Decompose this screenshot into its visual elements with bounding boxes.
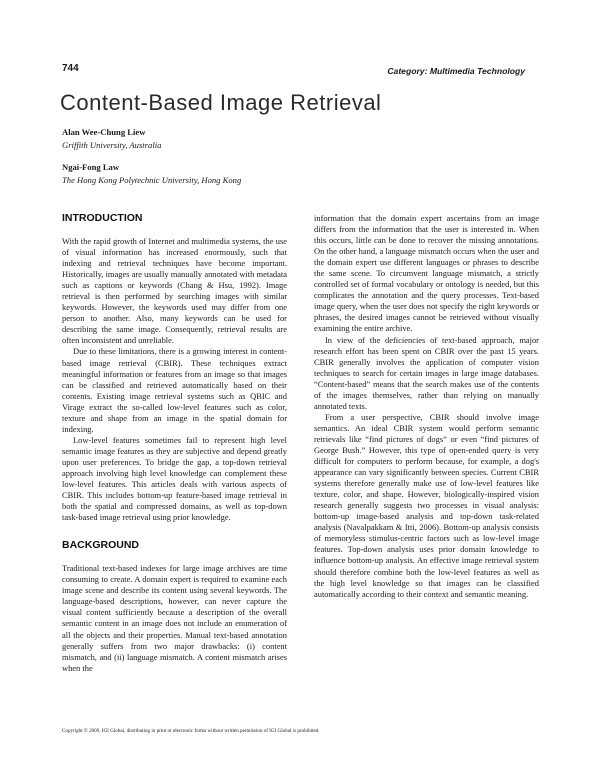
category-label: Category: Multimedia Technology bbox=[387, 66, 525, 76]
paragraph: From a user perspective, CBIR should involve image semantics. An ideal CBIR system would perform semantic retrievals like “find pictures of dogs” or even “find pictures of George Bush.” However, this type of open-ended query is very difficult for computers to perform because, for example, a dog's appearance can vary significantly between species. Current CBIR systems therefore generally make use of low-level features like texture, color, and shape. However, biologically-inspired vision research generally suggests two processes in visual analysis: bottom-up image-based analysis and top-down task-related analysis (Navalpakkam & Itti, 2006). Bottom-up analysis consists of memoryless stimulus-centric factors such as low-level image features. Top-down analysis uses prior domain knowledge to influence bottom-up analysis. An effective image retrieval system should therefore combine both the low-level features as well as the high level knowledge so that images can be classified automatically according to their context and semantic meaning. bbox=[314, 411, 539, 599]
paragraph: With the rapid growth of Internet and multimedia systems, the use of visual information has increased enormously, such that indexing and retrieval techniques have become important. Historically, images are usually manually annotated with metadata such as captions or keywords (Chang & Hsu, 1992). Image retrieval is then performed by searching images with similar keywords. However, the keywords used may differ from one person to another. Also, many keywords can be used for describing the same image. Consequently, retrieval results are often inconsistent and unreliable. bbox=[62, 236, 287, 346]
introduction-heading: INTRODUCTION bbox=[62, 212, 143, 224]
author-block bbox=[62, 161, 241, 187]
right-column bbox=[314, 213, 539, 600]
author-affiliation: Griffith University, Australia bbox=[62, 140, 162, 150]
author-block bbox=[62, 126, 161, 152]
background-heading: BACKGROUND bbox=[62, 539, 139, 552]
page-number: 744 bbox=[62, 63, 79, 74]
paragraph: Traditional text-based indexes for large image archives are time consuming to create. A domain expert is required to examine each image scene and describe its content using several keywords. The language-based descriptions, however, can never capture the visual content sufficiently because a description of the overall semantic content in an image does not include an enumeration of all the objects and their properties. Manual text-based annotation generally suffers from two major drawbacks: (i) content mismatch, and (ii) language mismatch. A content mismatch arises when the bbox=[62, 563, 287, 673]
paragraph: Due to these limitations, there is a growing interest in content-based image retrieval (CBIR). These techniques extract meaningful information or features from an image so that images can be classified and retrieved automatically based on their contents. Existing image retrieval systems such as QBIC and Virage extract the so-called low-level features such as color, texture and shape from an image in the spatial domain for indexing. bbox=[62, 346, 287, 434]
left-column bbox=[62, 212, 287, 674]
author-name: Ngai-Fong Law bbox=[62, 162, 120, 172]
author-name: Alan Wee-Chung Liew bbox=[62, 127, 146, 137]
paragraph: In view of the deficiencies of text-based approach, major research effort has been spent on CBIR over the past 15 years. CBIR generally involves the application of computer vision techniques to search for certain images in large image databases. “Content-based” means that the search makes use of the contents of the images themselves, rather than relying on manually annotated texts. bbox=[314, 334, 539, 411]
author-affiliation: The Hong Kong Polytechnic University, Hong Kong bbox=[62, 175, 242, 185]
copyright-footer: Copyright © 2009, IGI Global, distributing in print or electronic forms without written permission of IGI Global is prohibited. bbox=[62, 728, 320, 734]
paragraph: Low-level features sometimes fail to represent high level semantic image features as they are subjective and depend greatly upon user preferences. To bridge the gap, a top-down retrieval approach involving high level knowledge can complement these low-level features. This articles deals with various aspects of CBIR. This includes bottom-up feature-based image retrieval in both the spatial and compressed domains, as well as top-down task-based image retrieval using prior knowledge. bbox=[62, 434, 287, 523]
article-title: Content-Based Image Retrieval bbox=[60, 90, 382, 115]
paragraph: information that the domain expert ascertains from an image differs from the information that the user is interested in. When this occurs, little can be done to recover the missing annotations. On the other hand, a language mismatch occurs when the user and the domain expert use different languages or phrases to describe the same scene. To circumvent language mismatch, a strictly controlled set of formal vocabulary or ontology is needed, but this complicates the annotation and the query processes. Text-based image query, when the user does not specify the right keywords or phrases, the desired images cannot be retrieved without visually examining the entire archive. bbox=[314, 213, 539, 334]
